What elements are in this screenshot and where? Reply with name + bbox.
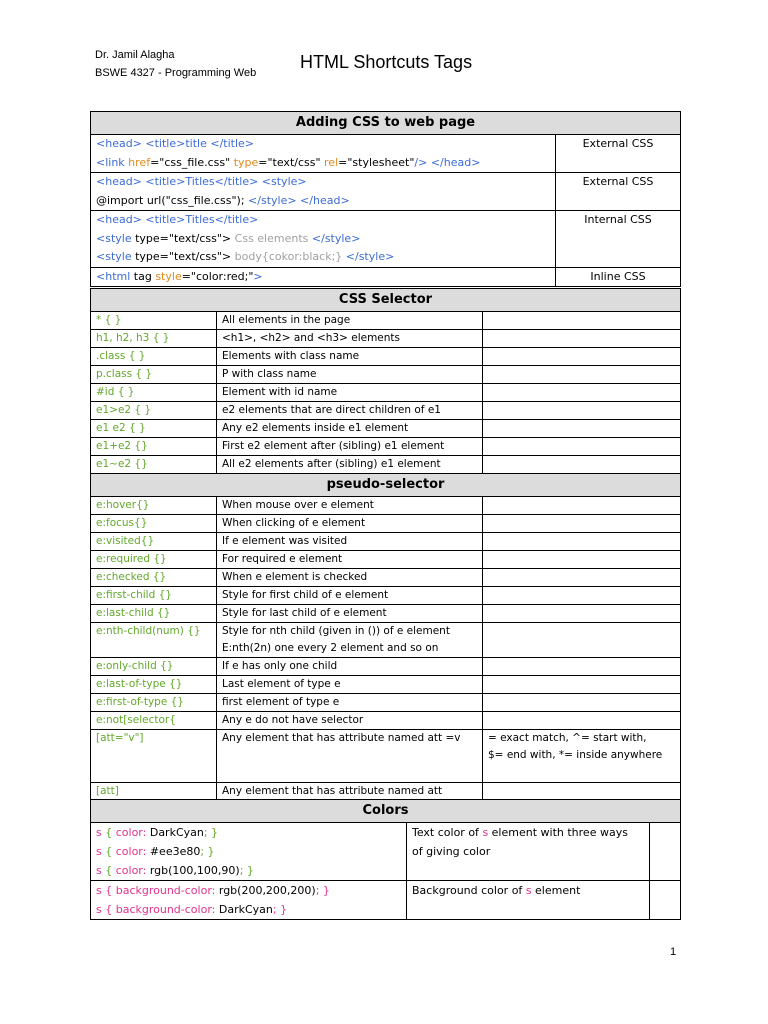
code-token: { bbox=[105, 845, 116, 858]
css-method-row bbox=[91, 267, 681, 287]
page-number: 1 bbox=[670, 946, 677, 958]
selector-note bbox=[483, 402, 681, 420]
code-token: color: bbox=[115, 845, 150, 858]
description-line: Any e do not have selector bbox=[222, 714, 364, 726]
code-line bbox=[96, 154, 555, 173]
selector-row bbox=[91, 587, 681, 605]
selector-row bbox=[91, 569, 681, 587]
code-line bbox=[96, 861, 406, 880]
description-line: of giving color bbox=[412, 845, 491, 858]
code-token: ; } bbox=[239, 864, 254, 877]
code-line bbox=[96, 881, 406, 900]
selector-row bbox=[91, 676, 681, 694]
selector-note bbox=[483, 658, 681, 676]
colors-table bbox=[90, 799, 681, 920]
code-token: s bbox=[96, 826, 106, 839]
css-type-label: Internal CSS bbox=[556, 211, 681, 268]
selector-row bbox=[91, 551, 681, 569]
selector-description bbox=[217, 330, 483, 348]
selector-description bbox=[217, 730, 483, 783]
description-line: All elements in the page bbox=[222, 314, 351, 326]
selector-code: #id { } bbox=[91, 384, 217, 402]
selector-code: e:first-of-type {} bbox=[91, 694, 217, 712]
selector-row bbox=[91, 623, 681, 658]
code-token: <head> <title> bbox=[96, 175, 186, 188]
document-header bbox=[95, 46, 256, 82]
css-code-cell bbox=[91, 173, 556, 211]
selector-code: e:only-child {} bbox=[91, 658, 217, 676]
selector-code: [att] bbox=[91, 783, 217, 801]
description-line: Style for first child of e element bbox=[222, 589, 389, 601]
code-token: @import url("css_file.css"); bbox=[96, 193, 249, 207]
code-line bbox=[96, 268, 555, 287]
selector-description bbox=[217, 783, 483, 801]
code-token: background-color: bbox=[115, 903, 219, 916]
description-line: Style for nth child (given in ()) of e element bbox=[222, 625, 450, 637]
selector-description bbox=[217, 587, 483, 605]
code-token: style bbox=[155, 269, 182, 283]
selector-code: p.class { } bbox=[91, 366, 217, 384]
selector-row bbox=[91, 312, 681, 330]
code-line bbox=[96, 173, 555, 192]
selector-row bbox=[91, 730, 681, 783]
selector-row bbox=[91, 497, 681, 515]
description-line: <h1>, <h2> and <h3> elements bbox=[222, 332, 401, 344]
description-line: Element with id name bbox=[222, 386, 338, 398]
code-token: title bbox=[185, 137, 211, 150]
selector-code: e:first-child {} bbox=[91, 587, 217, 605]
selector-note bbox=[483, 420, 681, 438]
selector-row bbox=[91, 694, 681, 712]
code-token: background-color: bbox=[115, 884, 219, 897]
selector-description bbox=[217, 712, 483, 730]
selector-note bbox=[483, 694, 681, 712]
selector-note bbox=[483, 497, 681, 515]
author-name: Dr. Jamil Alagha bbox=[95, 49, 175, 61]
code-token: s bbox=[482, 826, 489, 839]
code-token: <head> <title> bbox=[96, 137, 186, 150]
code-token: ="css_file.css" bbox=[150, 155, 234, 169]
description-line: First e2 element after (sibling) e1 element bbox=[222, 440, 445, 452]
css-type-label: External CSS bbox=[556, 173, 681, 211]
code-token: s { bbox=[96, 903, 116, 916]
code-token: </title> bbox=[210, 137, 255, 150]
css-code-cell bbox=[91, 135, 556, 173]
selector-description bbox=[217, 515, 483, 533]
selector-note bbox=[483, 551, 681, 569]
selector-code: e:not[selector{ bbox=[91, 712, 217, 730]
selector-row bbox=[91, 438, 681, 456]
selector-row bbox=[91, 420, 681, 438]
selector-row bbox=[91, 348, 681, 366]
selector-code: e:visited{} bbox=[91, 533, 217, 551]
css-method-row bbox=[91, 173, 681, 211]
section-heading-colors: Colors bbox=[91, 800, 681, 823]
description-line: When mouse over e element bbox=[222, 499, 374, 511]
description-line: Last element of type e bbox=[222, 678, 341, 690]
selector-row bbox=[91, 605, 681, 623]
code-line bbox=[96, 230, 555, 249]
description-line: For required e element bbox=[222, 553, 343, 565]
selector-description bbox=[217, 312, 483, 330]
selector-row bbox=[91, 783, 681, 801]
code-token: </style> bbox=[345, 250, 395, 263]
description-line: Style for last child of e element bbox=[222, 607, 387, 619]
description-line: Any element that has attribute named att =v bbox=[222, 732, 461, 744]
selector-code: [att="v"] bbox=[91, 730, 217, 783]
selector-note bbox=[483, 384, 681, 402]
selector-code: e1 e2 { } bbox=[91, 420, 217, 438]
page-title: HTML Shortcuts Tags bbox=[300, 52, 473, 72]
code-token: color: bbox=[115, 826, 150, 839]
code-token: tag bbox=[133, 269, 156, 283]
css-code-cell bbox=[91, 211, 556, 268]
selector-note bbox=[483, 330, 681, 348]
code-token: </style> bbox=[311, 231, 361, 245]
code-token: type bbox=[233, 155, 259, 169]
selector-row bbox=[91, 384, 681, 402]
code-token: s bbox=[525, 884, 532, 897]
css-selector-table bbox=[90, 288, 681, 801]
course-name: BSWE 4327 - Programming Web bbox=[95, 67, 257, 79]
code-token: s bbox=[96, 845, 106, 858]
code-token: ="text/css" bbox=[258, 155, 325, 169]
selector-description bbox=[217, 694, 483, 712]
code-token: DarkCyan bbox=[149, 826, 204, 839]
selector-description bbox=[217, 348, 483, 366]
code-token: Css elements bbox=[231, 231, 312, 245]
selector-description bbox=[217, 420, 483, 438]
selector-code: * { } bbox=[91, 312, 217, 330]
selector-description bbox=[217, 623, 483, 658]
selector-row bbox=[91, 402, 681, 420]
selector-description bbox=[217, 384, 483, 402]
description-line: first element of type e bbox=[222, 696, 340, 708]
css-type-label: Inline CSS bbox=[556, 267, 681, 287]
code-line bbox=[96, 823, 406, 842]
description-line: e2 elements that are direct children of e1 bbox=[222, 404, 441, 416]
selector-code: h1, h2, h3 { } bbox=[91, 330, 217, 348]
code-token: ="stylesheet" bbox=[338, 155, 415, 169]
description-line bbox=[412, 881, 649, 900]
description-line: P with class name bbox=[222, 368, 317, 380]
code-token: Titles bbox=[185, 213, 215, 226]
code-line bbox=[96, 135, 555, 154]
code-token: Titles bbox=[185, 175, 215, 188]
selector-description bbox=[217, 456, 483, 474]
code-token: ="color:red;" bbox=[181, 269, 254, 283]
selector-note bbox=[483, 366, 681, 384]
description-line: All e2 elements after (sibling) e1 element bbox=[222, 458, 441, 470]
code-token: ; } bbox=[203, 826, 219, 839]
description-line: Any element that has attribute named att bbox=[222, 785, 443, 797]
selector-description bbox=[217, 438, 483, 456]
selector-code: .class { } bbox=[91, 348, 217, 366]
description-line: If e element was visited bbox=[222, 535, 348, 547]
note-line: $= end with, *= inside anywhere bbox=[488, 749, 663, 761]
selector-code: e:last-child {} bbox=[91, 605, 217, 623]
description-line: When e element is checked bbox=[222, 571, 368, 583]
color-row bbox=[91, 823, 681, 881]
color-description bbox=[407, 823, 650, 881]
css-type-label: External CSS bbox=[556, 135, 681, 173]
code-token: <link bbox=[96, 155, 129, 169]
selector-code: e:hover{} bbox=[91, 497, 217, 515]
description-line: If e has only one child bbox=[222, 660, 338, 672]
selector-note bbox=[483, 676, 681, 694]
color-row bbox=[91, 881, 681, 920]
color-description bbox=[407, 881, 650, 920]
selector-note bbox=[483, 348, 681, 366]
color-code-cell bbox=[91, 823, 407, 881]
code-token: type="text/css"> bbox=[135, 250, 232, 263]
selector-code: e:required {} bbox=[91, 551, 217, 569]
selector-row bbox=[91, 533, 681, 551]
code-token: Text color of bbox=[412, 826, 483, 839]
code-token: type="text/css"> bbox=[135, 231, 232, 245]
selector-row bbox=[91, 712, 681, 730]
description-line: Elements with class name bbox=[222, 350, 360, 362]
code-token: #ee3e80 bbox=[149, 845, 201, 858]
code-token: s bbox=[96, 864, 106, 877]
code-token: rgb(100,100,90) bbox=[149, 864, 240, 877]
code-token: ; } bbox=[200, 845, 215, 858]
code-token: <style bbox=[96, 250, 136, 263]
css-method-row bbox=[91, 135, 681, 173]
code-token: { bbox=[105, 826, 116, 839]
selector-description bbox=[217, 658, 483, 676]
selector-code: e:nth-child(num) {} bbox=[91, 623, 217, 658]
color-empty-cell bbox=[650, 881, 681, 920]
selector-description bbox=[217, 676, 483, 694]
selector-note bbox=[483, 312, 681, 330]
code-token: body{cokor:black;} bbox=[231, 250, 346, 263]
code-token: DarkCyan bbox=[218, 903, 273, 916]
selector-note bbox=[483, 712, 681, 730]
description-line: When clicking of e element bbox=[222, 517, 366, 529]
description-line bbox=[412, 823, 649, 842]
section-heading-css-selector: CSS Selector bbox=[91, 289, 681, 312]
selector-code: e1~e2 {} bbox=[91, 456, 217, 474]
selector-note bbox=[483, 783, 681, 801]
code-token: <style bbox=[96, 231, 136, 245]
section-heading-adding-css: Adding CSS to web page bbox=[91, 112, 681, 135]
selector-description bbox=[217, 402, 483, 420]
selector-code: e:checked {} bbox=[91, 569, 217, 587]
code-token: { bbox=[105, 864, 116, 877]
selector-note bbox=[483, 569, 681, 587]
selector-code: e1>e2 { } bbox=[91, 402, 217, 420]
code-line bbox=[96, 248, 555, 267]
adding-css-table bbox=[90, 111, 681, 287]
selector-description bbox=[217, 605, 483, 623]
css-method-row bbox=[91, 211, 681, 268]
code-token: </style> </head> bbox=[248, 193, 350, 207]
selector-row bbox=[91, 658, 681, 676]
code-token: element with three ways bbox=[488, 826, 628, 839]
code-token: <html bbox=[96, 269, 134, 283]
color-empty-cell bbox=[650, 823, 681, 881]
code-token: color: bbox=[115, 864, 150, 877]
code-token: s { bbox=[96, 884, 116, 897]
selector-code: e1+e2 {} bbox=[91, 438, 217, 456]
selector-note bbox=[483, 587, 681, 605]
color-code-cell bbox=[91, 881, 407, 920]
code-token: rel bbox=[324, 155, 339, 169]
selector-row bbox=[91, 366, 681, 384]
selector-description bbox=[217, 569, 483, 587]
selector-note bbox=[483, 515, 681, 533]
selector-description bbox=[217, 497, 483, 515]
code-token: <head> <title> bbox=[96, 213, 186, 226]
code-token: Background color of bbox=[412, 884, 526, 897]
code-token: ; } bbox=[272, 903, 288, 916]
code-line bbox=[96, 900, 406, 919]
code-line bbox=[96, 192, 555, 211]
selector-note bbox=[483, 623, 681, 658]
selector-note bbox=[483, 438, 681, 456]
selector-row bbox=[91, 456, 681, 474]
code-token: </title> bbox=[214, 213, 259, 226]
selector-row bbox=[91, 330, 681, 348]
code-token: href bbox=[128, 155, 151, 169]
code-token: rgb(200,200,200) bbox=[218, 884, 316, 897]
selector-description bbox=[217, 551, 483, 569]
css-code-cell bbox=[91, 267, 556, 287]
selector-note bbox=[483, 730, 681, 783]
pseudo-heading-row bbox=[91, 474, 681, 497]
selector-description bbox=[217, 366, 483, 384]
note-line: = exact match, ^= start with, bbox=[488, 732, 647, 744]
code-token: ; } bbox=[315, 884, 330, 897]
code-token: </title> <style> bbox=[214, 175, 307, 188]
selector-code: e:last-of-type {} bbox=[91, 676, 217, 694]
selector-description bbox=[217, 533, 483, 551]
code-token: element bbox=[531, 884, 581, 897]
selector-note bbox=[483, 605, 681, 623]
description-line: Any e2 elements inside e1 element bbox=[222, 422, 409, 434]
code-token: > bbox=[253, 269, 263, 283]
selector-row bbox=[91, 515, 681, 533]
code-line bbox=[96, 211, 555, 230]
selector-note bbox=[483, 533, 681, 551]
selector-note bbox=[483, 456, 681, 474]
description-line: E:nth(2n) one every 2 element and so on bbox=[222, 642, 439, 654]
section-heading-pseudo-selector: pseudo-selector bbox=[91, 474, 681, 497]
code-token: /> </head> bbox=[414, 155, 481, 169]
code-line bbox=[96, 842, 406, 861]
selector-code: e:focus{} bbox=[91, 515, 217, 533]
